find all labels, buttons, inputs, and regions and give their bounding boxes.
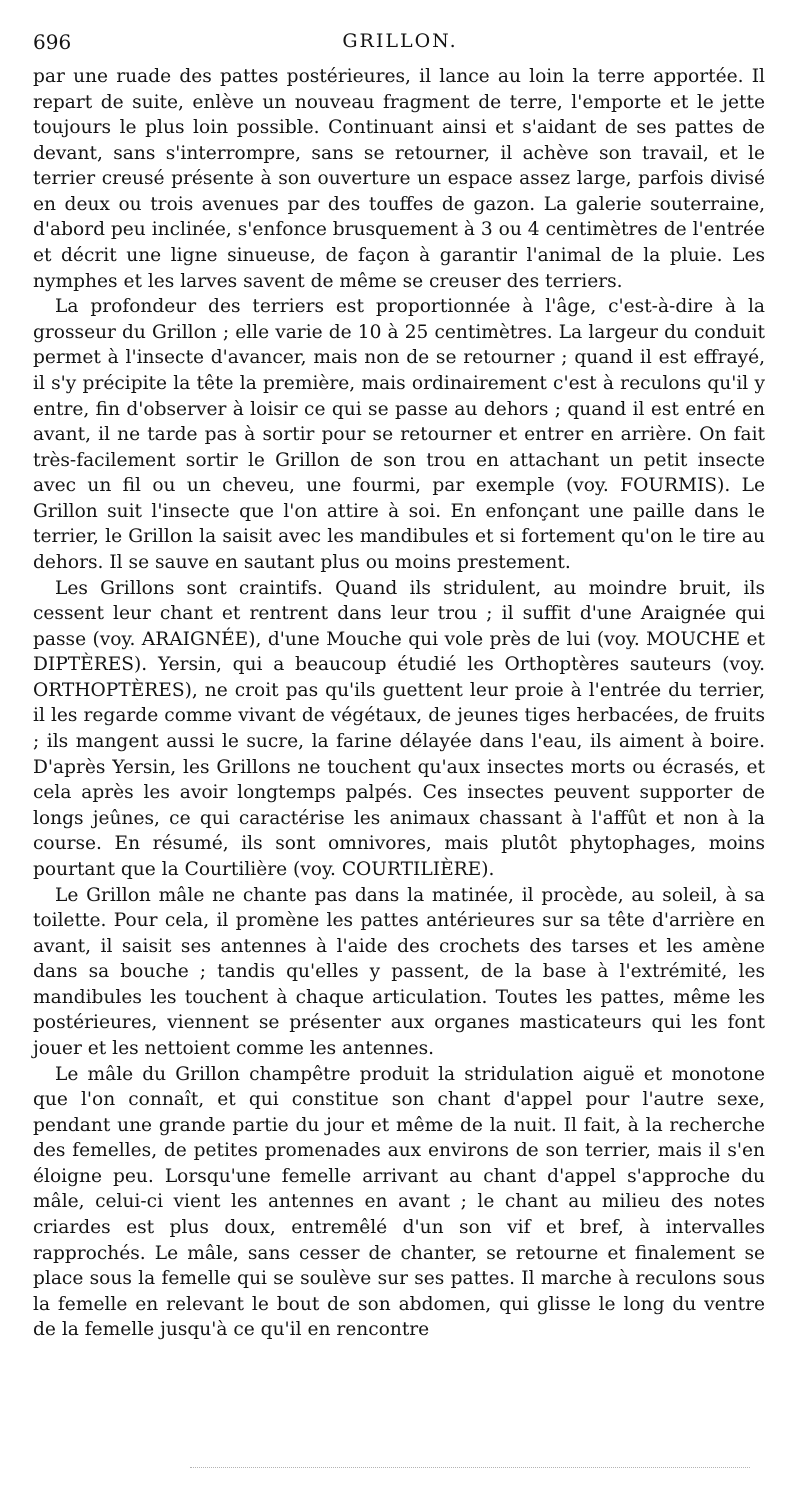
paragraph-fearful-crickets: Les Grillons sont craintifs. Quand ils stridulent, au moindre bruit, ils cessent leur chant et rentrent dans leur trou ; il suffit d'une Araignée qui passe (voy. ARAIGNÉE), d'une Mouche qui vole près de lui (voy. MOUCHE et DIPTÈRES). Yersin, qui a beaucoup étudié les Orthoptères sauteurs (voy. ORTHOPTÈRES), ne croit pas qu'ils guettent leur proie à l'entrée du terrier, il les regarde comme vivant de végétaux, de jeunes tiges herbacées, de fruits ; ils mangent aussi le sucre, la farine délayée dans l'eau, ils aiment à boire. D'après Yersin, les Grillons ne touchent qu'aux insectes morts ou écrasés, et cela après les avoir longtemps palpés. Ces insectes peuvent supporter de longs jeûnes, ce qui caractérise les animaux chassant à l'affût et non à la course. En résumé, ils sont omnivores, mais plutôt phytophages, moins pourtant que la Courtilière (voy. COURTILIÈRE). [33, 577, 765, 880]
paragraph-male-grooming: Le Grillon mâle ne chante pas dans la matinée, il procède, au soleil, à sa toilette. Pour cela, il promène les pattes antérieures sur sa tête d'arrière en avant, il saisit ses antennes à l'aide des crochets des tarses et les amène dans sa bouche ; tandis qu'elles y passent, de la base à l'extrémité, les mandibules les touchent à chaque articulation. Toutes les pattes, même les postérieures, viennent se présenter aux organes masticateurs qui les font jouer et les nettoient comme les antennes. [33, 884, 765, 1059]
page-header [33, 30, 767, 62]
text-body [33, 64, 765, 1343]
paragraph-continued: par une ruade des pattes postérieures, il lance au loin la terre apportée. Il repart de suite, enlève un nouveau fragment de terre, l'emporte et le jette toujours le plus loin possible. Continuant ainsi et s'aidant de ses pattes de devant, sans s'interrompre, sans se retourner, il achève son travail, et le terrier creusé présente à son ouverture un espace assez large, parfois divisé en deux ou trois avenues par des touffes de gazon. La galerie souterraine, d'abord peu inclinée, s'enfonce brusquement à 3 ou 4 centimètres de l'entrée et décrit une ligne sinueuse, de façon à garantir l'animal de la pluie. Les nymphes et les larves savent de même se creuser des terriers. [33, 66, 765, 292]
bleed-through-rule [190, 1467, 750, 1468]
page-number: 696 [33, 30, 72, 54]
running-title: GRILLON. [342, 30, 458, 52]
paragraph-terrier-depth: La profondeur des terriers est proportionnée à l'âge, c'est-à-dire à la grosseur du Grillon ; elle varie de 10 à 25 centimètres. La largeur du conduit permet à l'insecte d'avancer, mais non de se retourner ; quand il est effrayé, il s'y précipite la tête la première, mais ordinairement c'est à reculons qu'il y entre, fin d'observer à loisir ce qui se passe au dehors ; quand il est entré en avant, il ne tarde pas à sortir pour se retourner et entrer en arrière. On fait très-facilement sortir le Grillon de son trou en attachant un petit insecte avec un fil ou un cheveu, une fourmi, par exemple (voy. FOURMIS). Le Grillon suit l'insecte que l'on attire à soi. En enfonçant une paille dans le terrier, le Grillon la saisit avec les mandibules et si fortement qu'on le tire au dehors. Il se sauve en sautant plus ou moins prestement. [33, 296, 765, 573]
paragraph-male-song: Le mâle du Grillon champêtre produit la stridulation aiguë et monotone que l'on connaît, et qui constitue son chant d'appel pour l'autre sexe, pendant une grande partie du jour et même de la nuit. Il fait, à la recherche des femelles, de petites promenades aux environs de son terrier, mais il s'en éloigne peu. Lorsqu'une femelle arrivant au chant d'appel s'approche du mâle, celui-ci vient les antennes en avant ; le chant au milieu des notes criardes est plus doux, entremêlé d'un son vif et bref, à intervalles rapprochés. Le mâle, sans cesser de chanter, se retourne et finalement se place sous la femelle qui se soulève sur ses pattes. Il marche à reculons sous la femelle en relevant le bout de son abdomen, qui glisse le long du ventre de la femelle jusqu'à ce qu'il en rencontre [33, 1063, 765, 1341]
